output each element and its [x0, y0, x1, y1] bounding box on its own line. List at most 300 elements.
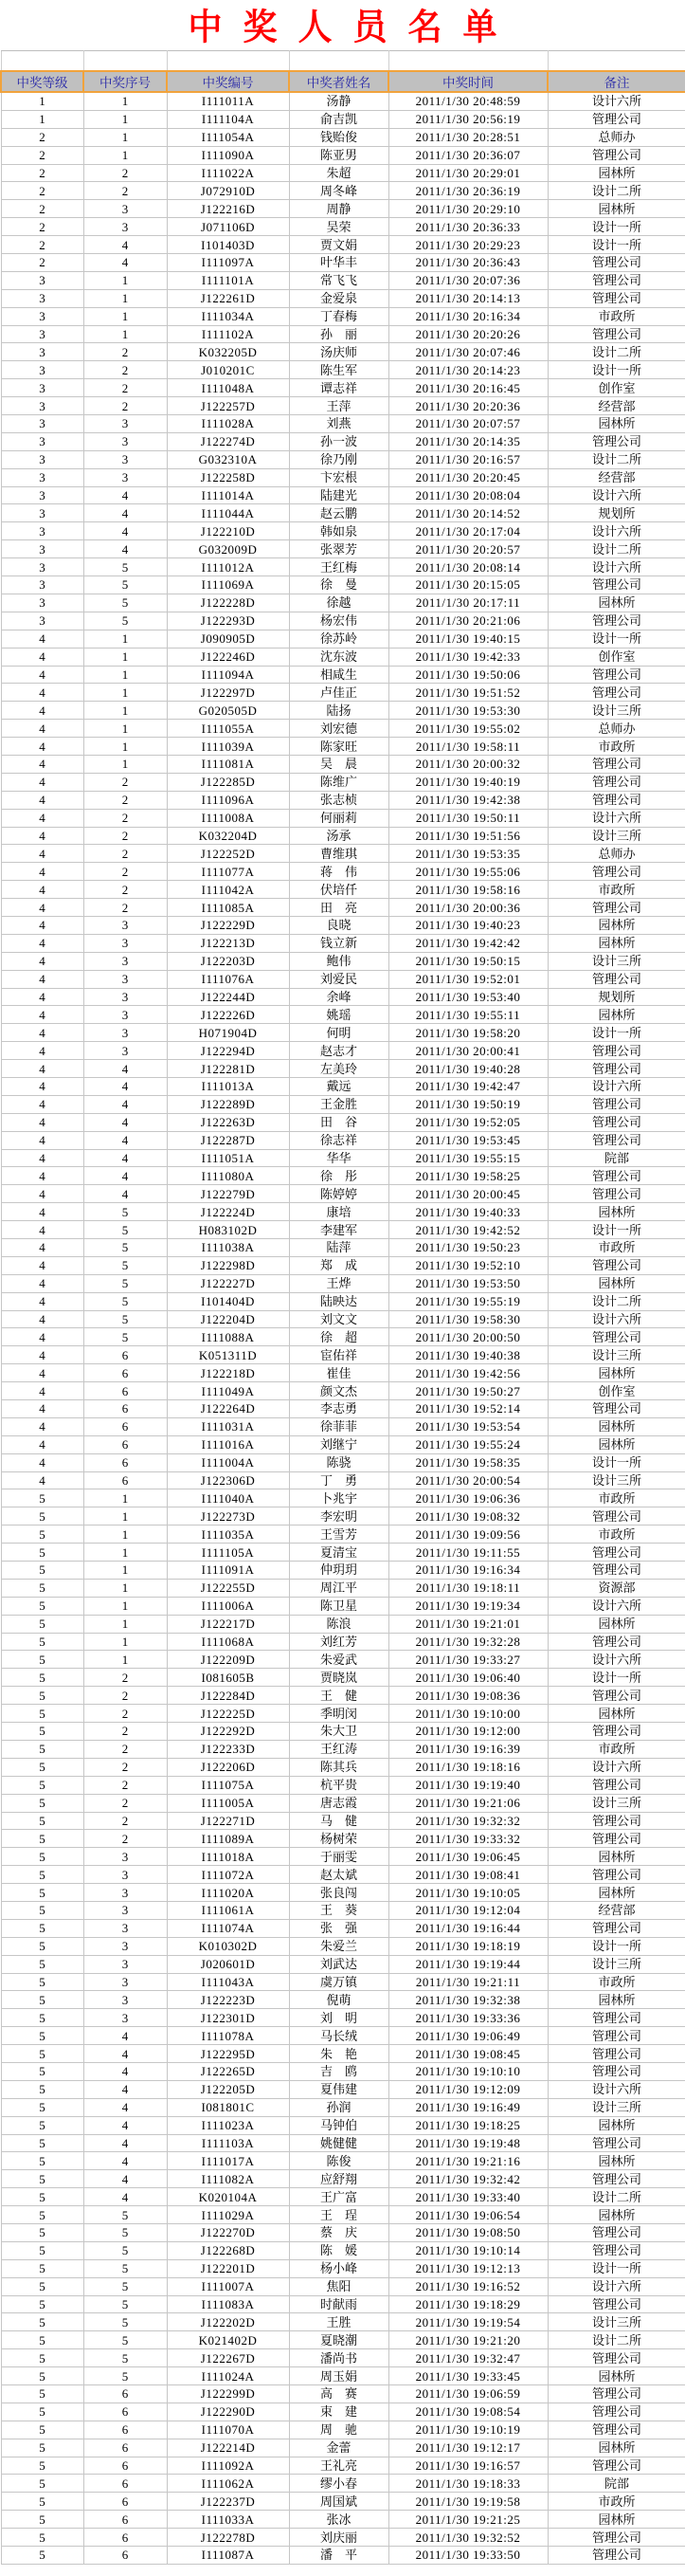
- cell-winning-number: I111105A: [167, 1544, 289, 1562]
- cell-prize-level: 3: [1, 612, 83, 630]
- cell-winner-name: 相咸生: [289, 666, 388, 684]
- cell-winning-number: J122224D: [167, 1203, 289, 1221]
- cell-prize-level: 4: [1, 630, 83, 648]
- cell-prize-seq: 1: [83, 1615, 167, 1633]
- cell-prize-seq: 5: [83, 2223, 167, 2241]
- cell-prize-seq: 2: [83, 361, 167, 379]
- cell-winning-time: 2011/1/30 20:29:23: [388, 236, 548, 254]
- cell-prize-level: 4: [1, 702, 83, 720]
- cell-winning-time: 2011/1/30 19:50:06: [388, 666, 548, 684]
- table-row: [1, 146, 685, 164]
- table-row: [1, 236, 685, 254]
- cell-remark: 管理公司: [548, 970, 685, 988]
- cell-remark: 管理公司: [548, 612, 685, 630]
- cell-winning-time: 2011/1/30 19:32:32: [388, 1812, 548, 1830]
- cell-winning-number: I111006A: [167, 1597, 289, 1615]
- cell-winning-number: I111090A: [167, 146, 289, 164]
- cell-winning-number: I111017A: [167, 2152, 289, 2170]
- cell-prize-seq: 5: [83, 2295, 167, 2313]
- cell-winning-time: 2011/1/30 19:52:05: [388, 1113, 548, 1131]
- cell-prize-level: 5: [1, 2259, 83, 2277]
- cell-remark: 管理公司: [548, 1400, 685, 1418]
- cell-winning-number: I111024A: [167, 2367, 289, 2385]
- table-row: [1, 1471, 685, 1489]
- cell-prize-level: 5: [1, 1615, 83, 1633]
- cell-winner-name: 徐乃刚: [289, 450, 388, 468]
- cell-winning-time: 2011/1/30 19:10:00: [388, 1705, 548, 1723]
- cell-prize-seq: 5: [83, 594, 167, 612]
- table-row: [1, 1705, 685, 1723]
- cell-winning-time: 2011/1/30 19:06:54: [388, 2206, 548, 2224]
- cell-prize-seq: 2: [83, 1705, 167, 1723]
- cell-winning-number: J122297D: [167, 684, 289, 702]
- cell-prize-level: 5: [1, 2402, 83, 2421]
- cell-prize-level: 5: [1, 2529, 83, 2547]
- cell-remark: 管理公司: [548, 254, 685, 272]
- cell-remark: 设计一所: [548, 1221, 685, 1239]
- cell-prize-level: 5: [1, 1812, 83, 1830]
- cell-prize-level: 5: [1, 1919, 83, 1937]
- cell-prize-level: 4: [1, 648, 83, 666]
- cell-winner-name: 虞万镇: [289, 1973, 388, 1991]
- cell-winning-number: J122244D: [167, 988, 289, 1006]
- cell-remark: 管理公司: [548, 325, 685, 343]
- cell-remark: 资源部: [548, 1579, 685, 1597]
- cell-winning-time: 2011/1/30 19:18:19: [388, 1937, 548, 1955]
- cell-prize-level: 5: [1, 1597, 83, 1615]
- cell-prize-seq: 1: [83, 271, 167, 289]
- cell-winning-number: I111076A: [167, 970, 289, 988]
- cell-prize-level: 3: [1, 271, 83, 289]
- cell-prize-level: 3: [1, 522, 83, 540]
- cell-winning-number: I111094A: [167, 666, 289, 684]
- cell-remark: 园林所: [548, 1991, 685, 2009]
- cell-winning-time: 2011/1/30 19:10:14: [388, 2241, 548, 2259]
- cell-prize-seq: 4: [83, 1167, 167, 1185]
- cell-remark: 管理公司: [548, 1113, 685, 1131]
- cell-prize-level: 5: [1, 1544, 83, 1562]
- cell-winning-number: J122210D: [167, 522, 289, 540]
- cell-prize-level: 4: [1, 1471, 83, 1489]
- cell-winner-name: 刘爱民: [289, 970, 388, 988]
- cell-remark: 园林所: [548, 1006, 685, 1024]
- cell-winning-number: J122206D: [167, 1758, 289, 1776]
- table-row: [1, 2547, 685, 2565]
- cell-winning-number: I101404D: [167, 1292, 289, 1310]
- cell-remark: 管理公司: [548, 1328, 685, 1346]
- cell-winner-name: 陈其兵: [289, 1758, 388, 1776]
- cell-winning-number: I111028A: [167, 415, 289, 433]
- cell-winner-name: 陈生军: [289, 361, 388, 379]
- cell-prize-seq: 3: [83, 952, 167, 970]
- column-header-prize-seq: 中奖序号: [83, 71, 167, 92]
- cell-remark: 设计二所: [548, 450, 685, 468]
- cell-winning-time: 2011/1/30 19:42:33: [388, 648, 548, 666]
- cell-winning-number: I111033A: [167, 2511, 289, 2529]
- table-row: [1, 970, 685, 988]
- cell-remark: 管理公司: [548, 1507, 685, 1526]
- table-row: [1, 450, 685, 468]
- cell-prize-level: 5: [1, 2421, 83, 2439]
- cell-winning-number: J122287D: [167, 1131, 289, 1149]
- cell-remark: 设计三所: [548, 1794, 685, 1812]
- cell-remark: 市政所: [548, 307, 685, 325]
- cell-winning-time: 2011/1/30 19:12:13: [388, 2259, 548, 2277]
- cell-winner-name: 周江平: [289, 1579, 388, 1597]
- cell-winning-time: 2011/1/30 19:16:57: [388, 2457, 548, 2475]
- cell-winning-number: J122246D: [167, 648, 289, 666]
- cell-winning-time: 2011/1/30 20:29:01: [388, 164, 548, 182]
- cell-winning-number: J122225D: [167, 1705, 289, 1723]
- cell-remark: 设计六所: [548, 522, 685, 540]
- table-row: [1, 1615, 685, 1633]
- cell-remark: 设计三所: [548, 827, 685, 845]
- cell-prize-level: 5: [1, 2241, 83, 2259]
- cell-prize-level: 4: [1, 791, 83, 809]
- cell-prize-level: 4: [1, 773, 83, 791]
- spacer-cell: [548, 51, 685, 72]
- cell-remark: 市政所: [548, 1489, 685, 1507]
- cell-winner-name: 徐 彤: [289, 1167, 388, 1185]
- cell-winner-name: 夏清宝: [289, 1544, 388, 1562]
- cell-remark: 管理公司: [548, 1723, 685, 1741]
- cell-winning-time: 2011/1/30 20:29:10: [388, 200, 548, 218]
- table-body: [1, 92, 685, 2564]
- cell-winning-number: J122265D: [167, 2062, 289, 2080]
- table-row: [1, 791, 685, 809]
- table-row: [1, 1848, 685, 1866]
- cell-winner-name: 陆扬: [289, 702, 388, 720]
- cell-winning-number: I111031A: [167, 1417, 289, 1435]
- cell-winning-number: I111075A: [167, 1776, 289, 1794]
- cell-winning-number: I111042A: [167, 881, 289, 899]
- cell-remark: 设计六所: [548, 1758, 685, 1776]
- cell-winner-name: 仲玥玥: [289, 1562, 388, 1580]
- cell-winner-name: 王萍: [289, 397, 388, 415]
- cell-winner-name: 孙 丽: [289, 325, 388, 343]
- cell-remark: 管理公司: [548, 1812, 685, 1830]
- cell-winning-time: 2011/1/30 19:16:34: [388, 1562, 548, 1580]
- cell-prize-level: 5: [1, 1901, 83, 1919]
- cell-prize-seq: 5: [83, 2206, 167, 2224]
- cell-remark: 市政所: [548, 1973, 685, 1991]
- cell-prize-level: 5: [1, 1937, 83, 1955]
- table-row: [1, 1328, 685, 1346]
- cell-remark: 园林所: [548, 1848, 685, 1866]
- cell-remark: 管理公司: [548, 432, 685, 450]
- cell-prize-seq: 6: [83, 2475, 167, 2493]
- table-row: [1, 2439, 685, 2457]
- table-row: [1, 2367, 685, 2385]
- cell-remark: 经营部: [548, 1901, 685, 1919]
- cell-winning-number: I111104A: [167, 110, 289, 128]
- cell-winner-name: 束 建: [289, 2402, 388, 2421]
- cell-winning-time: 2011/1/30 19:18:25: [388, 2116, 548, 2134]
- cell-winning-number: I111039A: [167, 738, 289, 756]
- cell-winner-name: 田 谷: [289, 1113, 388, 1131]
- cell-winning-number: I111007A: [167, 2277, 289, 2295]
- cell-remark: 设计二所: [548, 540, 685, 558]
- cell-remark: 管理公司: [548, 2009, 685, 2027]
- cell-prize-level: 3: [1, 576, 83, 594]
- cell-winner-name: 吴荣: [289, 218, 388, 236]
- cell-winning-time: 2011/1/30 19:12:00: [388, 1723, 548, 1741]
- cell-prize-level: 4: [1, 1077, 83, 1095]
- cell-remark: 设计六所: [548, 486, 685, 504]
- cell-remark: 总师办: [548, 720, 685, 738]
- cell-winning-time: 2011/1/30 19:53:54: [388, 1417, 548, 1435]
- cell-winner-name: 李建军: [289, 1221, 388, 1239]
- cell-prize-seq: 2: [83, 343, 167, 361]
- cell-winning-time: 2011/1/30 19:19:54: [388, 2313, 548, 2331]
- cell-prize-level: 5: [1, 2134, 83, 2152]
- cell-prize-seq: 4: [83, 1185, 167, 1203]
- spacer-cell: [83, 51, 167, 72]
- cell-prize-level: 4: [1, 1095, 83, 1113]
- table-row: [1, 1901, 685, 1919]
- cell-winning-number: K051311D: [167, 1346, 289, 1364]
- cell-winner-name: 周 驰: [289, 2421, 388, 2439]
- cell-winning-number: K020104A: [167, 2188, 289, 2206]
- cell-winning-time: 2011/1/30 19:32:47: [388, 2349, 548, 2367]
- cell-remark: 设计二所: [548, 2188, 685, 2206]
- cell-prize-level: 5: [1, 1866, 83, 1884]
- cell-prize-level: 2: [1, 128, 83, 146]
- cell-winning-time: 2011/1/30 20:14:23: [388, 361, 548, 379]
- cell-prize-seq: 3: [83, 988, 167, 1006]
- cell-prize-seq: 3: [83, 1991, 167, 2009]
- column-header-winner-name: 中奖者姓名: [289, 71, 388, 92]
- cell-remark: 园林所: [548, 1364, 685, 1382]
- cell-prize-seq: 4: [83, 2062, 167, 2080]
- cell-winner-name: 刘红芳: [289, 1633, 388, 1651]
- cell-winner-name: 何丽莉: [289, 809, 388, 827]
- cell-winning-time: 2011/1/30 20:36:19: [388, 182, 548, 200]
- cell-winning-time: 2011/1/30 20:08:04: [388, 486, 548, 504]
- cell-remark: 管理公司: [548, 1562, 685, 1580]
- cell-prize-level: 5: [1, 2098, 83, 2116]
- cell-prize-seq: 2: [83, 827, 167, 845]
- cell-winning-time: 2011/1/30 20:21:06: [388, 612, 548, 630]
- cell-prize-level: 5: [1, 2188, 83, 2206]
- cell-winner-name: 朱超: [289, 164, 388, 182]
- cell-remark: 经营部: [548, 397, 685, 415]
- cell-winning-time: 2011/1/30 19:06:36: [388, 1489, 548, 1507]
- cell-prize-level: 5: [1, 2009, 83, 2027]
- cell-winning-time: 2011/1/30 19:52:01: [388, 970, 548, 988]
- table-row: [1, 1937, 685, 1955]
- cell-winner-name: 沈东波: [289, 648, 388, 666]
- cell-winning-time: 2011/1/30 20:14:52: [388, 504, 548, 522]
- cell-winning-time: 2011/1/30 19:21:16: [388, 2152, 548, 2170]
- cell-remark: 设计六所: [548, 809, 685, 827]
- cell-remark: 设计二所: [548, 182, 685, 200]
- cell-remark: 管理公司: [548, 2402, 685, 2421]
- cell-winning-time: 2011/1/30 19:19:34: [388, 1597, 548, 1615]
- cell-remark: 设计一所: [548, 236, 685, 254]
- cell-prize-seq: 1: [83, 146, 167, 164]
- table-row: [1, 2188, 685, 2206]
- cell-winning-time: 2011/1/30 19:52:10: [388, 1256, 548, 1274]
- cell-prize-level: 1: [1, 110, 83, 128]
- table-row: [1, 1758, 685, 1776]
- cell-prize-level: 4: [1, 827, 83, 845]
- column-header-winning-number: 中奖编号: [167, 71, 289, 92]
- cell-winner-name: 张 强: [289, 1919, 388, 1937]
- cell-winning-time: 2011/1/30 20:15:05: [388, 576, 548, 594]
- cell-prize-seq: 2: [83, 1812, 167, 1830]
- table-row: [1, 218, 685, 236]
- cell-winner-name: 杨树荣: [289, 1830, 388, 1848]
- cell-prize-seq: 1: [83, 1526, 167, 1544]
- cell-prize-level: 5: [1, 1507, 83, 1526]
- cell-remark: 管理公司: [548, 1866, 685, 1884]
- cell-winner-name: 张翠芳: [289, 540, 388, 558]
- cell-winning-time: 2011/1/30 20:00:32: [388, 755, 548, 773]
- cell-remark: 园林所: [548, 1884, 685, 1902]
- cell-prize-level: 4: [1, 1435, 83, 1453]
- cell-prize-seq: 2: [83, 1669, 167, 1687]
- cell-winning-time: 2011/1/30 19:12:17: [388, 2439, 548, 2457]
- cell-prize-level: 4: [1, 1310, 83, 1328]
- cell-remark: 市政所: [548, 738, 685, 756]
- cell-prize-seq: 4: [83, 2116, 167, 2134]
- table-row: [1, 1651, 685, 1669]
- cell-winning-number: H083102D: [167, 1221, 289, 1239]
- cell-winner-name: 丁 勇: [289, 1471, 388, 1489]
- cell-prize-level: 5: [1, 1705, 83, 1723]
- table-row: [1, 1562, 685, 1580]
- cell-winner-name: 王 葵: [289, 1901, 388, 1919]
- cell-prize-level: 2: [1, 164, 83, 182]
- cell-winner-name: 孙润: [289, 2098, 388, 2116]
- cell-winning-time: 2011/1/30 19:42:56: [388, 1364, 548, 1382]
- cell-prize-seq: 6: [83, 2385, 167, 2403]
- cell-winning-time: 2011/1/30 19:50:23: [388, 1239, 548, 1257]
- cell-winning-number: I111077A: [167, 863, 289, 881]
- cell-winning-number: J020601D: [167, 1955, 289, 1973]
- cell-winner-name: 季明闵: [289, 1705, 388, 1723]
- cell-winning-number: J122216D: [167, 200, 289, 218]
- cell-winner-name: 陈骁: [289, 1453, 388, 1471]
- table-row: [1, 773, 685, 791]
- cell-prize-level: 5: [1, 1794, 83, 1812]
- table-row: [1, 1544, 685, 1562]
- cell-winning-time: 2011/1/30 19:40:28: [388, 1060, 548, 1078]
- table-row: [1, 1042, 685, 1060]
- cell-winning-number: I111020A: [167, 1884, 289, 1902]
- cell-winning-number: I111091A: [167, 1562, 289, 1580]
- cell-winning-number: J122285D: [167, 773, 289, 791]
- cell-winning-time: 2011/1/30 19:33:50: [388, 2547, 548, 2565]
- cell-prize-seq: 2: [83, 1687, 167, 1705]
- cell-prize-level: 5: [1, 1526, 83, 1544]
- cell-remark: 设计三所: [548, 2313, 685, 2331]
- cell-winner-name: 徐越: [289, 594, 388, 612]
- cell-winning-number: I111040A: [167, 1489, 289, 1507]
- cell-prize-level: 4: [1, 1024, 83, 1042]
- table-row: [1, 1382, 685, 1400]
- cell-prize-seq: 4: [83, 254, 167, 272]
- table-row: [1, 2009, 685, 2027]
- cell-prize-level: 4: [1, 720, 83, 738]
- cell-winner-name: 朱爱兰: [289, 1937, 388, 1955]
- cell-prize-seq: 5: [83, 1274, 167, 1292]
- cell-prize-seq: 2: [83, 1794, 167, 1812]
- table-row: [1, 1256, 685, 1274]
- cell-prize-level: 3: [1, 468, 83, 486]
- cell-prize-seq: 4: [83, 2045, 167, 2063]
- spacer-cell: [388, 51, 548, 72]
- cell-prize-level: 4: [1, 1203, 83, 1221]
- table-row: [1, 2529, 685, 2547]
- table-row: [1, 1077, 685, 1095]
- cell-prize-level: 5: [1, 2170, 83, 2188]
- cell-winning-time: 2011/1/30 20:16:45: [388, 379, 548, 397]
- cell-prize-seq: 6: [83, 2529, 167, 2547]
- table-row: [1, 325, 685, 343]
- cell-remark: 管理公司: [548, 2241, 685, 2259]
- cell-winner-name: 鲍伟: [289, 952, 388, 970]
- table-row: [1, 684, 685, 702]
- cell-winner-name: 王烨: [289, 1274, 388, 1292]
- cell-winning-number: I111051A: [167, 1149, 289, 1167]
- cell-winner-name: 丁春梅: [289, 307, 388, 325]
- cell-winning-time: 2011/1/30 19:58:20: [388, 1024, 548, 1042]
- table-row: [1, 988, 685, 1006]
- cell-prize-seq: 3: [83, 1006, 167, 1024]
- cell-prize-level: 4: [1, 1113, 83, 1131]
- cell-remark: 管理公司: [548, 1830, 685, 1848]
- table-row: [1, 2385, 685, 2403]
- table-row: [1, 1740, 685, 1758]
- cell-winner-name: 周玉娟: [289, 2367, 388, 2385]
- cell-winning-time: 2011/1/30 19:42:47: [388, 1077, 548, 1095]
- cell-prize-level: 2: [1, 200, 83, 218]
- column-header-prize-level: 中奖等级: [1, 71, 83, 92]
- cell-winning-time: 2011/1/30 19:55:15: [388, 1149, 548, 1167]
- cell-winner-name: 吉 鸥: [289, 2062, 388, 2080]
- cell-prize-level: 4: [1, 1167, 83, 1185]
- cell-winning-time: 2011/1/30 19:52:14: [388, 1400, 548, 1418]
- cell-prize-level: 1: [1, 92, 83, 110]
- cell-winning-number: J122306D: [167, 1471, 289, 1489]
- cell-prize-seq: 3: [83, 1937, 167, 1955]
- cell-winner-name: 钱贻俊: [289, 128, 388, 146]
- cell-winner-name: 张冰: [289, 2511, 388, 2529]
- cell-prize-level: 3: [1, 307, 83, 325]
- cell-prize-seq: 2: [83, 809, 167, 827]
- table-row: [1, 307, 685, 325]
- cell-winning-time: 2011/1/30 20:36:43: [388, 254, 548, 272]
- cell-prize-level: 5: [1, 1991, 83, 2009]
- cell-remark: 管理公司: [548, 146, 685, 164]
- cell-prize-seq: 4: [83, 236, 167, 254]
- cell-winner-name: 姚健健: [289, 2134, 388, 2152]
- cell-winning-number: K032205D: [167, 343, 289, 361]
- cell-remark: 园林所: [548, 2511, 685, 2529]
- cell-prize-seq: 6: [83, 1417, 167, 1435]
- cell-winning-time: 2011/1/30 20:07:46: [388, 343, 548, 361]
- cell-winner-name: 陈卫星: [289, 1597, 388, 1615]
- cell-winning-time: 2011/1/30 19:19:44: [388, 1955, 548, 1973]
- cell-prize-level: 5: [1, 2511, 83, 2529]
- cell-remark: 园林所: [548, 200, 685, 218]
- cell-remark: 管理公司: [548, 863, 685, 881]
- table-row: [1, 2421, 685, 2439]
- cell-winning-time: 2011/1/30 19:55:24: [388, 1435, 548, 1453]
- cell-prize-seq: 3: [83, 1955, 167, 1973]
